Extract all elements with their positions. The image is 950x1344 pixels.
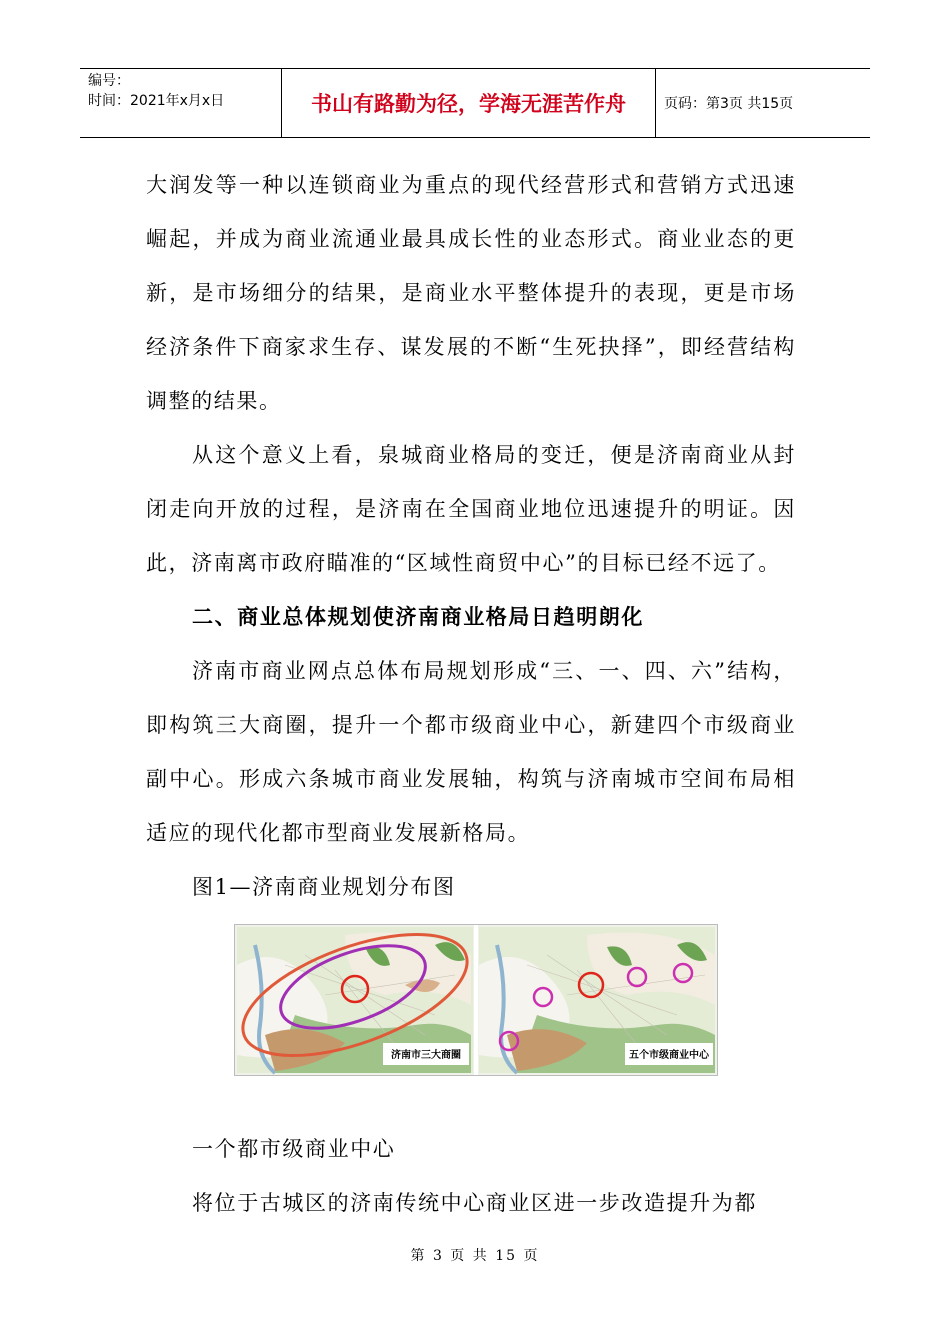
map-left-caption: 济南市三大商圈 xyxy=(391,1050,461,1061)
document-body-continued xyxy=(146,1122,796,1230)
header-number: 编号： xyxy=(88,73,130,89)
paragraph: 将位于古城区的济南传统中心商业区进一步改造提升为都 xyxy=(192,1191,757,1215)
figure-title: 图1—济南商业规划分布图 xyxy=(192,875,456,899)
header-page: 页码：第3页 共15页 xyxy=(664,96,794,112)
page-header xyxy=(80,68,870,138)
paragraph: 从这个意义上看，泉城商业格局的变迁，便是济南商业从封闭走向开放的过程，是济南在全国商业地位迅速提升的明证。因此，济南离市政府瞄准的“区域性商贸中心”的目标已经不远了。 xyxy=(146,443,796,575)
paragraph: 大润发等一种以连锁商业为重点的现代经营形式和营销方式迅速崛起，并成为商业流通业最具成长性的业态形式。商业业态的更新，是市场细分的结果，是商业水平整体提升的表现，更是市场经济条件下商家求生存、谋发展的不断“生死抉择”，即经营结构调整的结果。 xyxy=(146,173,796,413)
header-time: 时间：2021年x月x日 xyxy=(88,93,225,109)
page-footer: 第 3 页 共 15 页 xyxy=(410,1248,540,1264)
subheading: 一个都市级商业中心 xyxy=(192,1137,396,1161)
map-three-circles xyxy=(235,925,482,1075)
map-image xyxy=(235,925,717,1075)
section-heading: 二、商业总体规划使济南商业格局日趋明朗化 xyxy=(192,605,644,629)
map-right-caption: 五个市级商业中心 xyxy=(629,1050,709,1061)
header-meta xyxy=(80,69,282,137)
commerce-map-figure xyxy=(234,924,718,1076)
document-body xyxy=(146,158,796,914)
header-motto: 书山有路勤为径，学海无涯苦作舟 xyxy=(282,69,656,137)
map-five-centers xyxy=(479,927,715,1073)
paragraph: 济南市商业网点总体布局规划形成“三、一、四、六”结构，即构筑三大商圈，提升一个都市级商业中心，新建四个市级商业副中心。形成六条城市商业发展轴，构筑与济南城市空间布局相适应的现代化都市型商业发展新格局。 xyxy=(146,659,796,845)
